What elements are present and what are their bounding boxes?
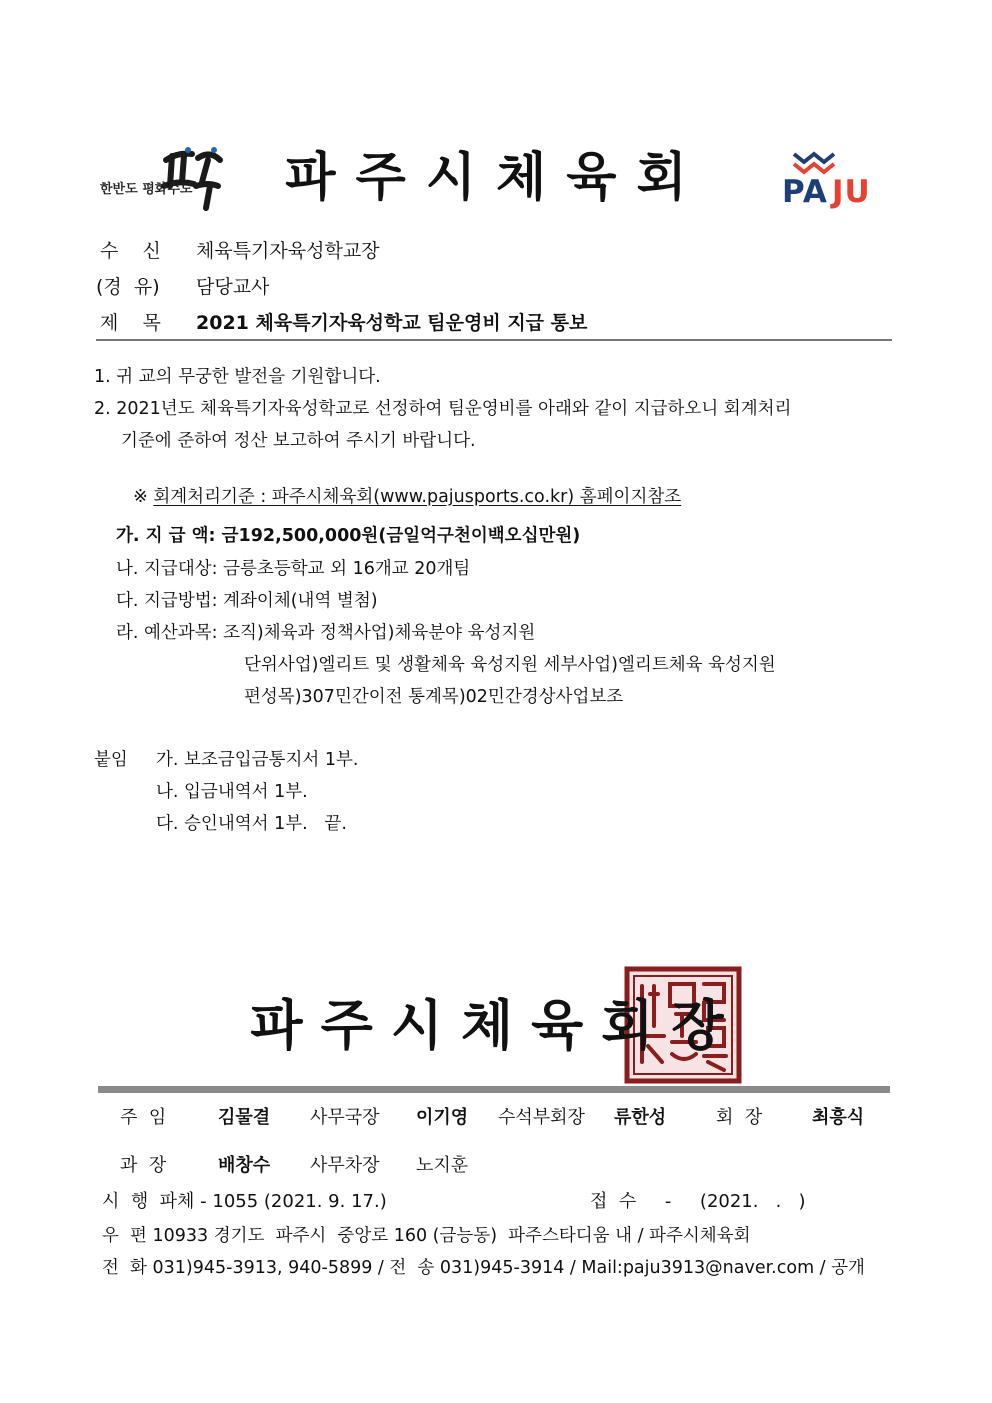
slogan-text: 한반도 평화수도 <box>100 182 193 197</box>
item-amount: 가. 지 급 액: 금192,500,000원(금일억구천이백오십만원) <box>116 526 581 546</box>
note-mark: ※ <box>133 487 154 507</box>
approval-role: 사무차장 <box>310 1155 380 1176</box>
approval-name: 김물결 <box>218 1107 271 1128</box>
approval-name: 최흥식 <box>812 1107 865 1128</box>
logo-ju-text: JU <box>832 174 871 210</box>
item-budget-line-1: 라. 예산과목: 조직)체육과 정책사업)체육분야 육성지원 <box>116 623 536 643</box>
logo-pa-text: PA <box>782 174 828 210</box>
paragraph-1: 1. 귀 교의 무궁한 발전을 기원합니다. <box>94 367 381 387</box>
item-budget-line-3: 편성목)307민간이전 통계목)02민간경상사업보조 <box>244 687 624 707</box>
org-title: 파주시체육회 <box>285 148 707 208</box>
accounting-note <box>122 461 681 509</box>
attachment-2: 나. 입금내역서 1부. <box>156 782 308 802</box>
item-method: 다. 지급방법: 계좌이체(내역 별첨) <box>116 591 378 611</box>
item-budget-line-2: 단위사업)엘리트 및 생활체육 육성지원 세부사업)엘리트체육 육성지원 <box>244 655 776 675</box>
attachments-label: 붙임 <box>94 750 128 770</box>
paragraph-2-line-2: 기준에 준하여 정산 보고하여 주시기 바랍니다. <box>121 431 476 451</box>
approval-role: 수석부회장 <box>498 1107 585 1128</box>
item-target: 나. 지급대상: 금릉초등학교 외 16개교 20개팀 <box>116 559 471 579</box>
subject-label: 제 목 <box>100 312 161 334</box>
enforcement-line: 시 행 파체 - 1055 (2021. 9. 17.) <box>102 1191 387 1212</box>
approval-name: 이기영 <box>416 1107 469 1128</box>
via-value: 담당교사 <box>196 276 270 298</box>
receipt-line: 접 수 - (2021. . ) <box>590 1191 806 1212</box>
via-label: (경 유) <box>96 276 160 298</box>
attachment-1: 가. 보조금입금통지서 1부. <box>156 750 359 770</box>
note-text: 회계처리기준 : 파주시체육회(www.pajusports.co.kr) 홈페이지참조 <box>153 487 682 507</box>
recipient-label: 수 신 <box>100 240 161 262</box>
approval-name: 노지훈 <box>416 1155 469 1176</box>
address-line: 우 편 10933 경기도 파주시 중앙로 160 (금능동) 파주스타디움 내 / 파주시체육회 <box>102 1226 751 1246</box>
subject-value: 2021 체육특기자육성학교 팀운영비 지급 통보 <box>196 312 588 334</box>
approval-name: 류한성 <box>614 1107 667 1128</box>
approval-role: 주 임 <box>120 1107 167 1128</box>
attachment-3: 다. 승인내역서 1부. 끝. <box>156 814 347 834</box>
header-divider <box>96 339 892 341</box>
recipient-value: 체육특기자육성학교장 <box>196 240 380 262</box>
approval-role: 회 장 <box>716 1107 763 1128</box>
contact-line: 전 화 031)945-3913, 940-5899 / 전 송 031)945-3914 / Mail:paju3913@naver.com / 공개 <box>102 1258 865 1278</box>
paragraph-2-line-1: 2. 2021년도 체육특기자육성학교로 선정하여 팀운영비를 아래와 같이 지급하오니 회계처리 <box>94 399 792 419</box>
signature-divider <box>98 1086 890 1093</box>
paju-brand-logo <box>782 150 892 210</box>
approval-role: 과 장 <box>120 1155 167 1176</box>
approval-name: 배창수 <box>218 1155 271 1176</box>
approval-role: 사무국장 <box>310 1107 380 1128</box>
signature-title: 파주시체육회장 <box>250 994 742 1057</box>
